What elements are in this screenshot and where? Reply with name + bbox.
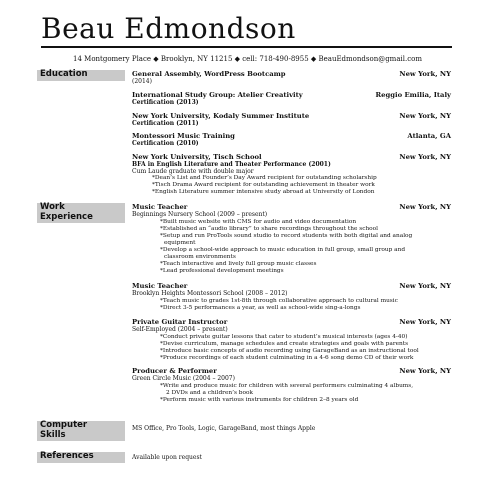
job-3-title: Producer & Performer — [132, 367, 217, 375]
job-3-bullet-1: 2 DVDs and a children’s book — [166, 390, 253, 396]
edu-4-location: New York, NY — [399, 153, 451, 161]
section-references: References — [37, 452, 125, 463]
job-0-bullet-2: *Setup and run ProTools sound studio to record students with both digital and analog — [160, 233, 413, 239]
edu-1-detail: Certification (2013) — [132, 99, 199, 106]
header-rule — [41, 46, 452, 48]
job-2-org: Self-Employed (2004 – present) — [132, 326, 228, 333]
edu-2-title: New York University, Kodaly Summer Institute — [132, 112, 310, 120]
section-work-label-1: Work — [40, 202, 65, 212]
edu-1-title: International Study Group: Atelier Creativity — [132, 91, 303, 99]
section-computer-label-2: Skills — [40, 429, 66, 440]
tisch-bullet-0: *Dean’s List and Founder’s Day Award recipient for outstanding scholarship — [152, 175, 377, 181]
job-1-bullet-0: *Teach music to grades 1st-8th through collaborative approach to cultural music — [160, 298, 398, 304]
job-0-bullet-1: *Established an “audio library” to share recordings throughout the school — [160, 226, 379, 232]
job-0-location: New York, NY — [399, 203, 451, 211]
edu-3-location: Atlanta, GA — [407, 132, 451, 140]
job-2-bullet-0: *Conduct private guitar lessons that cater to student’s musical interests (ages 4-40) — [160, 334, 408, 340]
edu-0-title: General Assembly, WordPress Bootcamp — [132, 70, 286, 78]
edu-3-title: Montessori Music Training — [132, 132, 235, 140]
job-0-title: Music Teacher — [132, 203, 188, 211]
job-3-bullet-2: *Perform music with various instruments for children 2–8 years old — [160, 397, 359, 403]
job-0-bullet-7: *Lead professional development meetings — [160, 268, 284, 274]
job-2-location: New York, NY — [399, 318, 451, 326]
job-0-bullet-6: *Teach interactive and lively full group music classes — [160, 261, 317, 267]
references-text: Available upon request — [132, 454, 202, 461]
job-1-location: New York, NY — [399, 282, 451, 290]
contact-line: 14 Montgomery Place ◆ Brooklyn, NY 11215 ◆ cell: 718-490-8955 ◆ BeauEdmondson@gmail.com — [73, 55, 422, 63]
job-3-bullet-0: *Write and produce music for children with several performers culminating 4 albums, — [160, 383, 414, 389]
section-computer-label-1: Computer — [40, 420, 88, 430]
tisch-bullet-2: *English Literature summer intensive study abroad at University of London — [152, 189, 375, 195]
job-1-org: Brooklyn Heights Montessori School (2008 – 2012) — [132, 290, 288, 297]
job-1-bullet-1: *Direct 3-5 performances a year, as well as school-wide sing-a-longs — [160, 305, 361, 311]
job-0-bullet-4: *Develop a school-wide approach to music education in full group, small group and — [160, 247, 406, 253]
job-2-bullet-2: *Introduce basic concepts of audio recording using GarageBand as an instructional tool — [160, 348, 419, 354]
job-3-location: New York, NY — [399, 367, 451, 375]
edu-4-title: New York University, Tisch School — [132, 153, 262, 161]
section-education: Education — [37, 70, 125, 81]
edu-0-location: New York, NY — [399, 70, 451, 78]
edu-3-detail: Certification (2010) — [132, 140, 199, 147]
edu-2-location: New York, NY — [399, 112, 451, 120]
job-2-bullet-1: *Devise curriculum, manage schedules and create strategies and goals with parents — [160, 341, 409, 347]
job-0-bullet-3: equipment — [164, 240, 196, 246]
tisch-note: Cum Laude graduate with double major — [132, 168, 254, 175]
edu-1-location: Reggio Emilia, Italy — [375, 91, 451, 99]
job-0-bullet-0: *Built music website with CMS for audio and video documentation — [160, 219, 357, 225]
section-work-label-2: Experience — [40, 211, 93, 222]
edu-0-detail: (2014) — [132, 78, 152, 85]
job-0-bullet-5: classroom environments — [164, 254, 236, 260]
edu-4-detail: BFA in English Literature and Theater Performance (2001) — [132, 161, 331, 168]
tisch-bullet-1: *Tisch Drama Award recipient for outstanding achievement in theater work — [152, 182, 375, 188]
section-computer-skills — [37, 421, 125, 441]
job-3-org: Green Circle Music (2004 – 2007) — [132, 375, 235, 382]
section-work-experience — [37, 203, 125, 223]
edu-2-detail: Certification (2011) — [132, 120, 199, 127]
job-1-title: Music Teacher — [132, 282, 188, 290]
resume-name: Beau Edmondson — [41, 12, 296, 45]
job-2-bullet-3: *Produce recordings of each student culminating in a 4-6 song demo CD of their work — [160, 355, 414, 361]
job-0-org: Beginnings Nursery School (2009 – present) — [132, 211, 268, 218]
computer-skills-text: MS Office, Pro Tools, Logic, GarageBand, most things Apple — [132, 425, 316, 432]
job-2-title: Private Guitar Instructor — [132, 318, 228, 326]
